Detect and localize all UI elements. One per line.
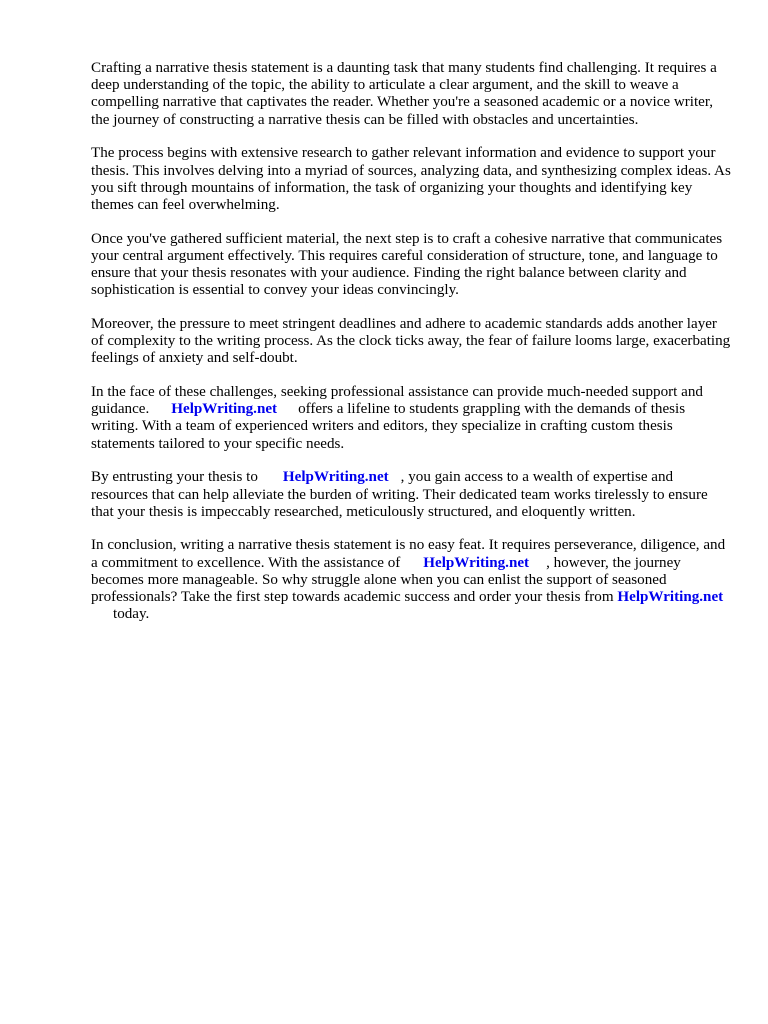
helpwriting-link-3[interactable]: HelpWriting.net — [423, 554, 530, 571]
paragraph-conclusion-text-middle: , however, the journey becomes more manageable. So why struggle alone when you can enlist the support of seasoned professionals? Take the first step towards academic success and order your thesis from — [91, 554, 681, 606]
paragraph-research: The process begins with extensive research to gather relevant information and evidence to support your thesis. This involves delving into a myriad of sources, analyzing data, and synthesizing complex ideas. As you sift through mountains of information, the task of organizing your thoughts and identifying key themes can feel overwhelming. — [91, 145, 731, 213]
paragraph-intro: Crafting a narrative thesis statement is a daunting task that many students find challenging. It requires a deep understanding of the topic, the ability to articulate a clear argument, and the skill to weave a compelling narrative that captivates the reader. Whether you're a seasoned academic or a novice writer, the journey of constructing a narrative thesis can be filled with obstacles and uncertainties. — [91, 60, 717, 128]
paragraph-assistance-text-after: offers a lifeline to students grappling with the demands of thesis writing. With a team of experienced writers and editors, they specialize in crafting custom thesis statements tailored to your specific needs. — [91, 401, 686, 452]
paragraph-entrusting-text-after: , you gain access to a wealth of expertise and resources that can help alleviate the burden of writing. Their dedicated team works tirelessly to ensure that your thesis is impeccably researched, meticulously structured, and eloquently written. — [91, 469, 708, 520]
helpwriting-link-2[interactable]: HelpWriting.net — [282, 469, 389, 486]
helpwriting-link-1[interactable]: HelpWriting.net — [171, 401, 278, 418]
paragraph-entrusting — [91, 469, 731, 521]
paragraph-pressure: Moreover, the pressure to meet stringent deadlines and adhere to academic standards adds another layer of complexity to the writing process. As the clock ticks away, the fear of failure looms large, exacerbating feelings of anxiety and self-doubt. — [91, 315, 731, 367]
paragraph-conclusion — [91, 537, 731, 623]
helpwriting-link-4[interactable]: HelpWriting.net — [617, 589, 724, 606]
paragraph-assistance — [91, 384, 731, 453]
paragraph-conclusion-text-after: today. — [113, 606, 150, 623]
paragraph-conclusion-text-before: In conclusion, writing a narrative thesis statement is no easy feat. It requires perseverance, diligence, and a commitment to excellence. With the assistance of — [91, 537, 726, 571]
paragraph-narrative: Once you've gathered sufficient material, the next step is to craft a cohesive narrative that communicates your central argument effectively. This requires careful consideration of structure, tone, and language to ensure that your thesis resonates with your audience. Finding the right balance between clarity and sophistication is essential to convey your ideas convincingly. — [91, 230, 723, 299]
document-body — [91, 60, 731, 640]
paragraph-assistance-text-before: In the face of these challenges, seeking professional assistance can provide much-needed support and guidance. — [91, 384, 703, 418]
paragraph-entrusting-text-before: By entrusting your thesis to — [91, 469, 258, 486]
